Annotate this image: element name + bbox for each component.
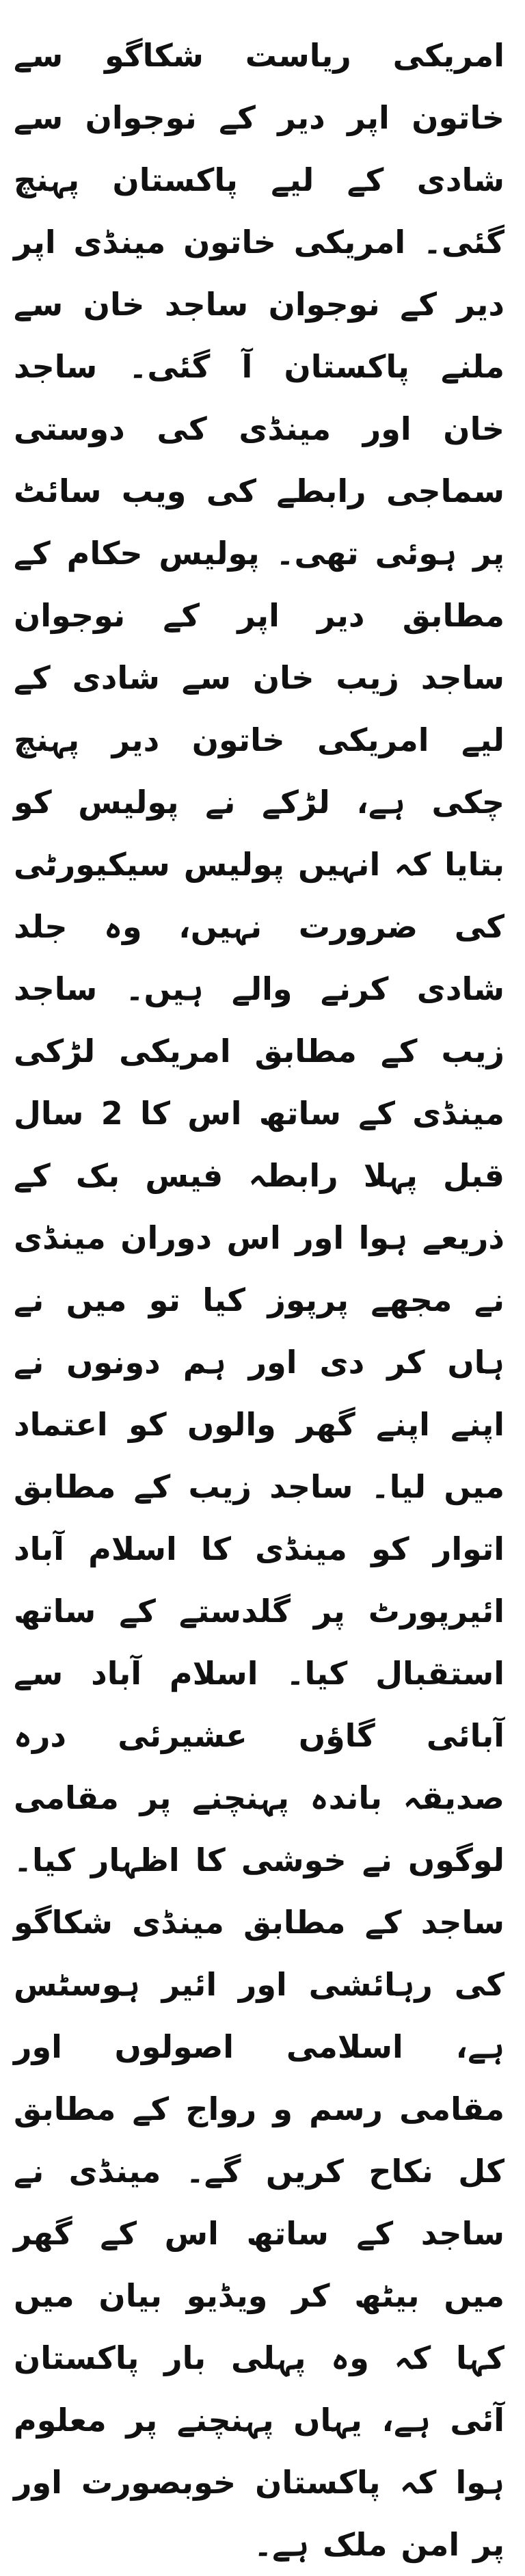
sentence-meeting: امریکی خاتون مینڈی اپر دیر کے نوجوان ساجد خان سے ملنے پاکستان آ گئی۔ bbox=[14, 224, 504, 385]
sentence-police-statement: پولیس حکام کے مطابق دیر اپر کے نوجوان ساجد زیب خان سے شادی کے لیے امریکی خاتون دیر پہنچ چکی ہے، لڑکے نے پولیس کو بتایا کہ انہیں پولیس سیکیورٹی کی ضرورت نہیں، وہ جلد شادی کرنے والے ہیں۔ bbox=[14, 535, 505, 1007]
sentence-friendship: ساجد خان اور مینڈی کی دوستی سماجی رابطے کی ویب سائٹ پر ہوئی تھی۔ bbox=[14, 348, 505, 572]
sentence-village-welcome: اسلام آباد سے آبائی گاؤں عشیرئی درہ صدیقہ باندہ پہنچنے پر مقامی لوگوں نے خوشی کا اظہار کیا۔ bbox=[14, 1655, 504, 1878]
sentence-first-contact: ساجد زیب کے مطابق امریکی لڑکی مینڈی کے ساتھ اس کا 2 سال قبل پہلا رابطہ فیس بک کے ذریعے ہوا اور اس دوران مینڈی نے مجھے پرپوز کیا تو میں نے ہاں کر دی اور ہم دونوں نے اپنے اپنے گھر والوں کو اعتماد میں لیا۔ bbox=[14, 970, 504, 1505]
sentence-arrival: امریکی ریاست شکاگو سے خاتون اپر دیر کے نوجوان سے شادی کے لیے پاکستان پہنچ گئی۔ bbox=[14, 37, 504, 261]
sentence-nikah-plan: ساجد کے مطابق مینڈی شکاگو کی رہائشی اور ائیر ہوسٹس ہے، اسلامی اصولوں اور مقامی رسم و رواج کے مطابق کل نکاح کریں گے۔ bbox=[14, 1904, 505, 2190]
article-body bbox=[14, 25, 504, 2576]
sentence-airport-welcome: ساجد زیب کے مطابق اتوار کو مینڈی کا اسلام آباد ائیرپورٹ پر گلدستے کے ساتھ استقبال کیا۔ bbox=[14, 1468, 504, 1692]
sentence-video-statement: مینڈی نے ساجد کے ساتھ اس کے گھر میں بیٹھ کر ویڈیو بیان میں کہا کہ وہ پہلی بار پاکستان آئی ہے، یہاں پہنچنے پر معلوم ہوا کہ پاکستان خوبصورت اور پر امن ملک ہے۔ bbox=[14, 2153, 504, 2563]
